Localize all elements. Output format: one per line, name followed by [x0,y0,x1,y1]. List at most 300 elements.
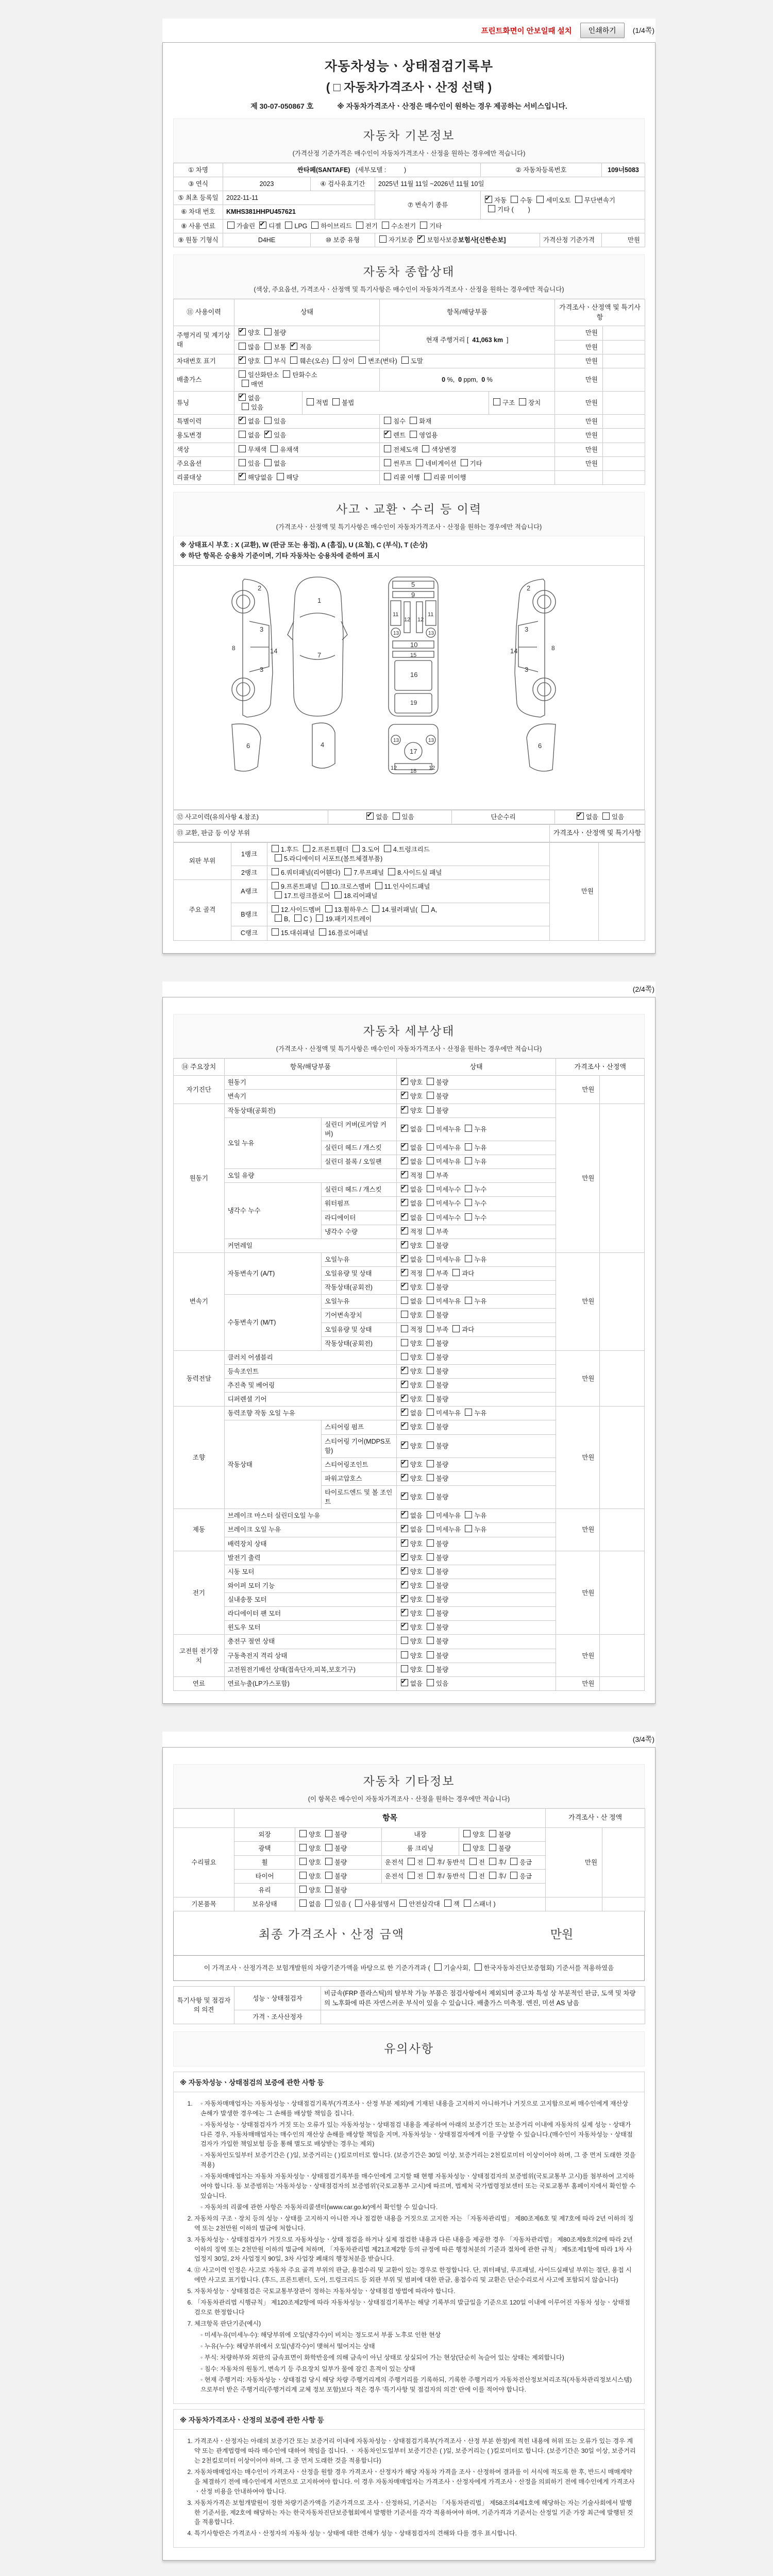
checkbox-label: 무채색 [248,446,267,453]
checkbox-label: 양호 [410,1494,423,1501]
checkbox-label: 보험사보증 [427,236,458,244]
form-cell: 작동상태(공회전) [224,1104,396,1117]
checkbox-checked-icon [401,1227,408,1234]
form-cell [380,456,555,470]
note-item: 5. 자동차성능ㆍ상태점검은 국토교통부장관이 정하는 자동차성능ㆍ상태점검 방법에 따라야 합니다. [194,2286,636,2296]
form-cell: 항목/해당부품 [380,299,555,326]
checkbox-label: 10.크로스멤버 [330,883,371,890]
form-cell: 만원 [555,368,603,391]
checkbox-checked-icon [259,222,266,229]
form-cell: 자기진단 [174,1076,225,1104]
checkbox-icon [465,1297,472,1304]
note-subitem: ◦ 부식: 차량하부와 외판의 금속표면이 화학반응에 의해 금속이 아닌 상태로 상실되어 가는 현상(단순히 녹슬어 있는 상태는 제외합니다) [200,2353,636,2363]
form-cell: 내장 [382,1827,459,1841]
checkbox-label: 전기 [365,222,378,230]
checkbox-icon [427,1665,434,1672]
checkbox-icon [322,882,329,889]
svg-text:18: 18 [410,768,416,774]
form-cell [380,443,555,456]
accident-header [173,492,645,536]
form-cell: 충전구 절연 상태 [224,1635,396,1649]
text-segment: ) 기준서를 적용하였음 [552,1964,614,1972]
form-cell [599,1104,645,1252]
basic-info-title: 자동차 기본정보 [363,129,455,142]
checkbox-label: 불량 [436,1624,449,1632]
checkbox-icon [264,459,272,466]
form-cell: 만원 [546,1827,602,1897]
checkbox-checked-icon [401,1442,408,1449]
checkbox-label: 수동 [520,196,533,204]
checkbox-label: 하이브리드 [321,222,352,230]
form-cell [396,1169,556,1183]
form-cell: 상태 [234,299,380,326]
text-segment: 운전석 [385,1858,404,1866]
checkbox-icon [427,1353,434,1360]
form-cell: 만원 [555,326,603,340]
checkbox-label: 누수 [474,1200,487,1208]
checkbox-icon [410,417,417,424]
form-cell [546,1897,602,1911]
checkbox-label: 후 [436,1873,443,1880]
checkbox-label: 불량 [436,1242,449,1249]
checkbox-icon [489,1872,496,1879]
form-cell: 고전원 전기장치 [174,1635,225,1676]
checkbox-label: 있음 [612,813,625,821]
checkbox-checked-icon [366,812,374,820]
form-cell: 만원 [556,1406,599,1509]
form-cell [396,1393,556,1406]
checkbox-label: 색상변경 [431,446,457,453]
form-table [173,1058,645,1691]
checkbox-checked-icon [485,196,492,203]
final-price-label: 최종 가격조사ㆍ산정 금액 [258,1927,405,1941]
checkbox-icon [427,1872,434,1879]
checkbox-label: 2.프론트휀더 [312,845,349,853]
checkbox-icon [464,1900,471,1907]
form-cell [396,1295,556,1309]
checkbox-icon [264,417,272,424]
form-cell: 만원 [556,1509,599,1551]
text-segment: 0 [442,376,446,383]
checkbox-icon [277,473,284,480]
checkbox-icon [427,1442,434,1449]
form-cell: 실린더 헤드 / 개스킷 [322,1141,397,1155]
form-cell [396,1379,556,1393]
form-cell: ⑫ 사고이력(유의사항 4.참조) [174,810,328,824]
checkbox-checked-icon [401,1581,408,1588]
form-cell [223,163,481,177]
checkbox-icon [488,205,495,212]
form-cell: 1랭크 [231,842,267,866]
checkbox-label: 5.라디에이터 서포트(볼트체결부품) [284,855,383,862]
form-table [173,1808,645,1912]
checkbox-checked-icon [401,1269,408,1276]
checkbox-icon [401,1297,408,1304]
checkbox-checked-icon [401,1493,408,1500]
form-table [173,163,645,247]
checkbox-icon [427,1199,434,1206]
form-cell [396,1090,556,1104]
notes-sec1-body [173,2092,645,2404]
checkbox-label: 불량 [436,1079,449,1087]
checkbox-icon [427,1422,434,1430]
form-cell: 라디에이터 팬 모터 [224,1607,396,1621]
form-cell [396,1323,556,1336]
checkbox-icon [325,905,332,912]
checkbox-icon [401,357,409,364]
checkbox-label: 14.필러패널( [381,906,418,914]
checkbox-label: 있음 ( [334,1901,351,1908]
checkbox-checked-icon [401,1199,408,1206]
checkbox-label: 영업용 [419,432,438,439]
svg-text:13: 13 [428,630,434,636]
checkbox-label: 12.사이드멤버 [281,906,321,914]
checkbox-label: 1.후드 [281,845,299,853]
form-cell: 기어변속장치 [322,1309,397,1323]
text-segment: ] [503,336,509,344]
checkbox-label: 가솔린 [237,222,256,230]
checkbox-label: 양호 [410,1475,423,1482]
checkbox-label: 미세누수 [436,1214,461,1222]
text-segment: / [504,1873,507,1880]
checkbox-icon [356,222,363,229]
form-cell [267,842,550,866]
form-cell [380,368,555,391]
checkbox-label: 없음 [248,395,261,402]
notes-sec2-title: ※ 자동차가격조사ㆍ산정의 보증에 관한 사항 등 [173,2409,645,2430]
checkbox-label: 없음 [585,813,598,821]
form-cell [234,354,555,368]
checkbox-checked-icon [401,1078,408,1085]
checkbox-icon [285,222,292,229]
form-cell [396,1155,556,1169]
checkbox-label: 침수 [393,418,406,426]
service-note: ※ 자동차가격조사ㆍ산정은 매수인이 원하는 경우 제공하는 서비스입니다. [337,102,567,110]
form-cell: 자동변속기 (A/T) [224,1252,321,1294]
checkbox-icon [427,1381,434,1388]
checkbox-icon [427,1297,434,1304]
checkbox-label: 부식 [274,357,287,365]
checkbox-checked-icon [239,357,246,364]
form-cell: ⑬ 교환, 판금 등 이상 부위 [174,824,550,842]
checkbox-icon [427,1185,434,1192]
checkbox-checked-icon [401,1367,408,1374]
checkbox-icon [427,1078,434,1085]
install-hint-link[interactable]: 프린트화면이 안보일때 설치 [481,27,572,36]
checkbox-label: 훼손(오손) [299,357,329,365]
checkbox-label: 사용설명서 [364,1901,396,1908]
form-cell: 수리필요 [174,1827,234,1897]
form-cell [321,2010,645,2024]
checkbox-icon [427,1474,434,1481]
checkbox-icon [399,1900,407,1907]
note-item: 3. 자동차가격은 보험개발원이 정한 차량기준가액을 기준가격으로 조사ㆍ산정하되, 기준서는 「자동차관리법」 제58조의4제1호에 해당하는 자는 기술사회에서 발행한 기준서를, 제2호에 해당하는 자는 한국자동차진단보증협회에서 발행한 기준서를 각각 적용하여야 하며, 기준가격과 기준서는 산정일 기준 가장 최근에 발행된 것을 적용합니다. [194,2498,636,2528]
checkbox-label: 과다 [462,1326,475,1333]
note-subitem: ◦ 누유(누수): 해당부위에서 오일(냉각수)이 맺혀서 떨어지는 상태 [200,2342,636,2351]
checkbox-icon [401,1665,408,1672]
checkbox-label: 양호 [410,1610,423,1618]
checkbox-label: 전 [417,1873,424,1880]
checkbox-icon [393,812,400,820]
form-cell: 기본품목 [174,1897,234,1911]
checkbox-icon [427,1567,434,1574]
checkbox-label: 불량 [436,1382,449,1389]
form-cell: 전기 [174,1551,225,1635]
checkbox-label: 양호 [309,1844,322,1852]
checkbox-label: 양호 [410,1353,423,1361]
form-cell: 연료 [174,1676,225,1690]
checkbox-label: 안전삼각대 [409,1901,440,1908]
svg-text:14: 14 [270,647,277,655]
svg-text:4: 4 [320,740,324,749]
checkbox-label: 없음 [248,418,261,426]
checkbox-label: 장치 [528,399,541,407]
checkbox-label: 양호 [410,1367,423,1375]
form-cell: ⑪ 사용이력 [174,299,234,326]
checkbox-icon [427,1581,434,1588]
form-cell [396,1211,556,1225]
text-segment: 보험사[신한손보] [458,236,506,244]
checkbox-icon [427,1269,434,1276]
checkbox-label: LPG [294,222,308,230]
checkbox-icon [427,1637,434,1644]
checkbox-label: 리콜 이행 [393,473,420,481]
checkbox-label: 없음 [309,1901,322,1908]
checkbox-icon [427,1367,434,1374]
checkbox-label: 불량 [436,1107,449,1114]
form-cell: 냉각수 누수 [224,1183,321,1239]
checkbox-label: 불량 [436,1423,449,1431]
form-cell [396,1676,556,1690]
checkbox-icon [325,1858,332,1865]
checkbox-checked-icon [239,394,246,401]
checkbox-label: 양호 [410,1442,423,1450]
checkbox-icon [465,1185,472,1192]
svg-text:19: 19 [410,699,417,706]
form-cell: 와이퍼 모터 기능 [224,1579,396,1592]
form-cell: 파워고압호스 [322,1471,397,1485]
form-cell [295,1870,382,1884]
form-cell: 단순수리 [452,810,555,824]
checkbox-label: 7.루프패널 [354,869,384,876]
checkbox-icon [465,1525,472,1532]
overall-header [173,255,645,299]
checkbox-label: 적정 [410,1326,423,1333]
text-segment: 이 가격조사ㆍ산정가격은 보험개발원의 차량기준가액을 바탕으로 한 기준가격과 ( [204,1964,430,1972]
checkbox-label: 불량 [436,1340,449,1347]
checkbox-label: 양호 [309,1873,322,1880]
other-table [173,1808,645,1912]
checkbox-icon [344,868,351,875]
form-cell [396,1579,556,1592]
svg-text:11: 11 [392,611,398,618]
form-cell: 만원 [555,354,603,368]
checkbox-label: 전 [478,1873,485,1880]
checkbox-icon [311,222,318,229]
form-cell: 구동축전지 격리 상태 [224,1649,396,1663]
svg-text:6: 6 [246,741,250,750]
checkbox-label: 양호 [410,1312,423,1319]
form-cell [603,326,645,340]
checkbox-icon [427,1227,434,1234]
price-basis-note [173,1956,645,1981]
checkbox-label: 도말 [410,357,423,365]
form-cell [396,1523,556,1537]
note-item: 1. 가격조사ㆍ산정자는 아래의 보증기간 또는 보증거리 이내에 자동차성능ㆍ상태점검기록부(가격조사ㆍ산정 부분 한정)에 적힌 내용에 허위 또는 오류가 있는 경우 계약 또는 관계법령에 따라 매수인에 대하여 책임을 집니다. ㆍ 자동차인도일부터 보증기간은 ( )일, 보증거리는 ( )킬로미터로 합니다. (보증기간은 30일 이상, 보증거리는 2천킬로미터 이상이어야 하며, 그 중 먼저 도래한 것을 적용합니다) [194,2436,636,2466]
form-cell: 특별이력 [174,415,234,429]
checkbox-label: 양호 [410,1582,423,1589]
checkbox-icon [401,1651,408,1658]
form-cell [599,1509,645,1551]
checkbox-label: 양호 [309,1887,322,1894]
form-cell [599,1252,645,1350]
form-cell [603,340,645,354]
form-cell [295,1855,382,1869]
checkbox-label: 없음 [410,1144,423,1151]
checkbox-icon [427,1325,434,1332]
form-cell: 비금속(FRP 플라스틱)의 탈부착 가능 부품은 점검사항에서 제외되며 중고차 특성 상 부분적인 판금, 도색 및 차량의 노후화에 따른 자연스러운 부식이 있을 수 있습니다. 배출가스 미측정. 엔진, 미션 AS 남음 [321,1987,645,2010]
checkbox-label: 있음 [401,813,414,821]
checkbox-checked-icon [401,1511,408,1518]
note-subitem: ◦ 자동차인도일부터 보증기간은 ( )일, 보증거리는 ( )킬로미터로 합니다. (보증기간은 30일 이상, 보증거리는 2천킬로미터 이상이어야 하며, 그 중 먼저 도래한 것을 적용) [200,2150,636,2170]
checkbox-icon [465,1125,472,1132]
checkbox-label: 양호 [410,1568,423,1575]
basic-info-sub: (가격산정 기준가격은 매수인이 자동차가격조사ㆍ산정을 원하는 경우에만 적습니다) [292,150,526,157]
checkbox-icon [465,1157,472,1164]
detail-title: 자동차 세부상태 [363,1024,455,1038]
form-cell [396,1486,556,1509]
checkbox-icon [401,1339,408,1346]
checkbox-label: 변조(변타) [368,357,397,365]
print-toolbar [162,19,656,42]
checkbox-checked-icon [401,1255,408,1262]
checkbox-icon [489,1830,496,1837]
checkbox-label: 수소전기 [391,222,416,230]
text-segment: %, [445,376,459,383]
checkbox-checked-icon [239,473,246,480]
checkbox-label: 불량 [334,1887,347,1894]
checkbox-label: 썬루프 [393,460,412,467]
text-segment: / 동반석 [443,1858,465,1866]
checkbox-icon [427,1409,434,1416]
checkbox-icon [475,1963,482,1971]
form-cell: A랭크 [231,879,267,903]
checkbox-icon [444,1900,451,1907]
checkbox-icon [408,1872,415,1879]
form-cell [396,1593,556,1607]
form-cell: ⑥ 차대 번호 [174,205,223,219]
form-cell [481,191,645,219]
form-cell [396,1607,556,1621]
form-cell: 스티어링 펌프 [322,1420,397,1434]
detail-table [173,1058,645,1691]
form-cell [603,429,645,443]
form-cell [489,392,555,415]
checkbox-icon [427,1511,434,1518]
checkbox-label: 기술사회, [443,1964,470,1972]
checkbox-icon [242,403,249,410]
doc-no-suffix: 호 [306,102,314,110]
checkbox-label: 누수 [474,1214,487,1222]
checkbox-label: 양호 [410,1242,423,1249]
checkbox-label: 적정 [410,1228,423,1235]
checkbox-label: 누유 [474,1410,487,1417]
svg-text:3: 3 [259,625,263,633]
notes-sec2-list [182,2436,636,2538]
checkbox-label: 양호 [248,357,261,365]
form-cell [234,443,380,456]
overall-title: 자동차 종합상태 [363,264,455,278]
print-button[interactable]: 인쇄하기 [580,23,625,38]
note-item: 4. ⑫ 사고이력 인정은 사고로 자동차 주요 골격 부위의 판금, 용접수리 및 교환이 있는 경우로 한정합니다. 단, 쿼터패널, 루프패널, 사이드실패널 부위는 절단, 용접 시에만 사고로 표기합니다. (후드, 프론트펜더, 도어, 트렁크리드 등 외판 부위 및 범퍼에 대한 판금, 용접수리 및 교환은 단순수리로서 사고에 포함되지 않습니다) [194,2265,636,2285]
checkbox-icon [275,854,282,861]
checkbox-label: 19.패키지트레이 [325,916,372,923]
checkbox-label: 양호 [410,1666,423,1673]
form-cell [459,1841,546,1855]
remarks-table [173,1986,645,2024]
checkbox-icon [264,357,272,364]
checkbox-checked-icon [239,328,246,335]
checkbox-label: A, [431,906,438,914]
checkbox-label: 세미오토 [546,196,571,204]
svg-text:7: 7 [317,651,321,659]
text-segment: 0 [458,376,462,383]
checkbox-label: 양호 [248,329,261,337]
checkbox-label: 불량 [436,1312,449,1319]
note-item: 3. 자동차성능ㆍ상태점검자가 거짓으로 자동차성능ㆍ상태 점검을 하거나 실제 점검한 내용과 다른 내용을 제공한 경우 「자동차관리법」 제80조제9호의2에 따라 2년 이하의 징역 또는 2천만원 이하의 벌금에 처하며, 「자동차관리법 제21조제2항 등의 규정에 따른 행정처분의 기준과 절차에 관한 규칙」 제5조제1항에 따라 1차 사업정지 30일, 2차 사업정지 90일, 3차 사업장 폐쇄의 행정처분을 받습니다. [194,2235,636,2264]
checkbox-label: 누유 [474,1158,487,1166]
checkbox-label: 미세누유 [436,1158,461,1166]
form-cell: 실린더 헤드 / 개스킷 [322,1183,397,1197]
form-cell: 외장 [234,1827,295,1841]
form-cell [599,842,645,940]
svg-text:8: 8 [551,644,555,652]
checkbox-checked-icon [401,1460,408,1467]
checkbox-label: 불량 [436,1494,449,1501]
form-cell: 가격ㆍ조사산정자 [234,2010,321,2024]
form-cell [603,443,645,456]
form-cell: 만원 [555,415,603,429]
form-cell: 시동 모터 [224,1565,396,1579]
checkbox-label: 있음 [248,460,261,467]
checkbox-label: 후 [498,1858,505,1866]
checkbox-icon [290,357,297,364]
checkbox-icon [272,845,279,852]
note-item [194,2099,636,2212]
svg-text:13: 13 [393,737,399,743]
form-cell [602,1827,645,1897]
form-cell: 만원 [556,1551,599,1635]
notes-header [173,2031,645,2066]
svg-text:3: 3 [524,625,528,633]
form-cell: 만원 [556,1252,599,1350]
form-cell [382,1855,546,1869]
form-cell: 수동변속기 (M/T) [224,1295,321,1351]
checkbox-icon [410,431,417,438]
note-subitem: ◦ 1. 자동차매매업자는 자동차성능ㆍ상태점검기록부(가격조사ㆍ산정 부분 제외)에 기재된 내용을 고지하지 아니하거나 거짓으로 고지함으로써 매수인에게 재산상 손해가 발생한 경우에는 그 손해를 배상할 책임을 집니다. [200,2099,636,2119]
form-cell [328,810,452,824]
checkbox-icon [325,1872,332,1879]
text-segment: / 동반석 [443,1873,465,1880]
checkbox-checked-icon [401,1409,408,1416]
checkbox-icon [239,370,246,378]
form-cell [396,1420,556,1434]
svg-text:2: 2 [526,584,530,592]
form-cell: 스티어링조인트 [322,1458,397,1471]
form-cell [267,866,550,879]
checkbox-icon [427,1157,434,1164]
checkbox-icon [465,1409,472,1416]
